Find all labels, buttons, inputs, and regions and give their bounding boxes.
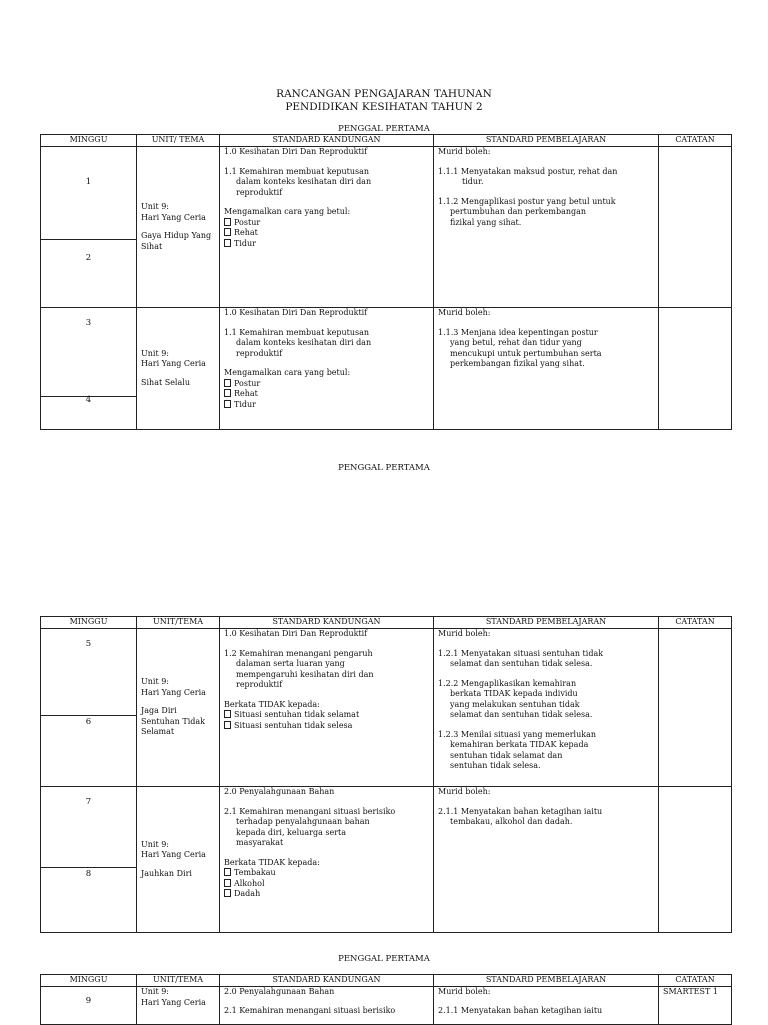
sk-item: 1.1 Kemahiran membuat keputusan [224, 327, 370, 337]
week-cell [41, 787, 137, 933]
week-number: 4 [85, 395, 92, 405]
sp-item: 1.2.3 Menilai situasi yang memerlukan [438, 729, 597, 739]
sk-list-item: Rehat [224, 389, 429, 400]
checkbox-icon [224, 379, 231, 387]
col-header-sp: STANDARD PEMBELAJARAN [434, 975, 659, 987]
week-cell [41, 629, 137, 787]
week-number: 3 [85, 318, 92, 328]
sp-item-cont: sentuhan tidak selamat dan [450, 750, 563, 760]
sp-item-cont: kemahiran berkata TIDAK kepada [450, 740, 589, 749]
checkbox-icon [224, 228, 231, 236]
standard-pembelajaran-cell [434, 147, 659, 308]
sp-item-cont: mencukupi untuk pertumbuhan serta [450, 348, 602, 358]
unit-name: Hari Yang Ceria [141, 687, 206, 697]
sp-item-cont: tembakau, alkohol dan dadah. [450, 817, 573, 826]
sk-list-item: Alkohol [224, 879, 429, 890]
sk-practice: Berkata TIDAK kepada: [224, 857, 320, 867]
week-number: 7 [85, 797, 92, 807]
unit-number: Unit 9: [141, 839, 169, 849]
sp-item: 2.1.1 Menyatakan bahan ketagihan iaitu [438, 1005, 603, 1015]
sp-item: 1.2.2 Mengaplikasikan kemahiran [438, 678, 577, 688]
sp-heading: Murid boleh: [438, 787, 491, 796]
plan-table-1 [40, 134, 732, 430]
sp-item-cont: yang melakukan sentuhan tidak [450, 699, 580, 709]
col-header-catatan: CATATAN [659, 975, 732, 987]
sp-heading: Murid boleh: [438, 308, 491, 317]
checkbox-icon [224, 239, 231, 247]
col-header-unit: UNIT/ TEMA [137, 135, 220, 147]
unit-cell [137, 987, 220, 1025]
week-number: 2 [85, 253, 92, 263]
sk-item-cont: reproduktif [236, 348, 283, 358]
standard-pembelajaran-cell [434, 629, 659, 787]
checkbox-icon [224, 218, 231, 226]
theme-name: Gaya Hidup Yang [141, 231, 212, 240]
sk-title: 2.0 Penyalahgunaan Bahan [224, 987, 335, 996]
sk-title: 1.0 Kesihatan Diri Dan Reproduktif [224, 147, 368, 156]
standard-kandungan-cell [220, 987, 434, 1025]
sp-item: 2.1.1 Menyatakan bahan ketagihan iaitu [438, 806, 603, 816]
catatan-cell [659, 308, 732, 430]
sp-heading: Murid boleh: [438, 147, 491, 156]
sk-list-item: Rehat [224, 228, 429, 239]
section-heading-1: PENGGAL PERTAMA [338, 124, 430, 134]
checkbox-icon [224, 400, 231, 408]
catatan-cell [659, 787, 732, 933]
section-heading-3: PENGGAL PERTAMA [338, 954, 430, 964]
sp-item: 1.1.1 Menyatakan maksud postur, rehat dan [438, 166, 618, 176]
sk-list-item: Situasi sentuhan tidak selamat [224, 710, 429, 721]
section-heading-2: PENGGAL PERTAMA [338, 463, 430, 473]
col-header-minggu: MINGGU [41, 617, 137, 629]
sp-item-cont: selamat dan sentuhan tidak selesa. [450, 659, 593, 668]
sp-item-cont: yang betul, rehat dan tidur yang [450, 338, 582, 347]
unit-number: Unit 9: [141, 677, 169, 687]
table-row [41, 629, 732, 787]
week-cell [41, 147, 137, 308]
unit-name: Hari Yang Ceria [141, 997, 206, 1007]
unit-number: Unit 9: [141, 348, 169, 358]
col-header-sp: STANDARD PEMBELAJARAN [434, 135, 659, 147]
unit-name: Hari Yang Ceria [141, 850, 206, 860]
sk-title: 1.0 Kesihatan Diri Dan Reproduktif [224, 629, 368, 638]
sp-item-cont: selamat dan sentuhan tidak selesa. [450, 710, 593, 719]
theme-name: Jauhkan Diri [141, 868, 192, 878]
theme-name-cont: Selamat [141, 727, 175, 737]
sk-list-item: Tembakau [224, 868, 429, 879]
unit-name: Hari Yang Ceria [141, 212, 206, 222]
week-divider [41, 239, 136, 240]
sk-practice: Mengamalkan cara yang betul: [224, 368, 351, 377]
sp-heading: Murid boleh: [438, 629, 491, 638]
sk-item: 1.1 Kemahiran membuat keputusan [224, 166, 370, 176]
sk-item: 2.1 Kemahiran menangani situasi berisiko [224, 1005, 396, 1015]
checkbox-icon [224, 389, 231, 397]
sk-list-item: Dadah [224, 889, 429, 900]
standard-kandungan-cell [220, 147, 434, 308]
sk-practice: Berkata TIDAK kepada: [224, 699, 320, 709]
week-number: 1 [85, 177, 92, 187]
col-header-minggu: MINGGU [41, 135, 137, 147]
standard-kandungan-cell [220, 629, 434, 787]
checkbox-icon [224, 710, 231, 718]
sk-item-cont: dalaman serta luaran yang [236, 659, 345, 668]
sk-list-item: Postur [224, 218, 429, 229]
unit-cell [137, 629, 220, 787]
doc-title-line2: PENDIDIKAN KESIHATAN TAHUN 2 [285, 101, 483, 113]
col-header-minggu: MINGGU [41, 975, 137, 987]
sp-item-cont: tidur. [462, 177, 484, 186]
week-divider [41, 867, 136, 868]
sk-item: 2.1 Kemahiran menangani situasi berisiko [224, 806, 396, 816]
plan-table-2 [40, 616, 732, 933]
sk-item-cont: terhadap penyalahgunaan bahan [236, 817, 370, 826]
sk-item-cont: kepada diri, keluarga serta [236, 827, 347, 837]
sk-title: 1.0 Kesihatan Diri Dan Reproduktif [224, 308, 368, 317]
unit-cell [137, 147, 220, 308]
col-header-catatan: CATATAN [659, 135, 732, 147]
sp-item-cont: perkembangan fizikal yang sihat. [450, 359, 585, 368]
unit-cell [137, 787, 220, 933]
sk-list-item: Tidur [224, 239, 429, 250]
standard-pembelajaran-cell [434, 308, 659, 430]
week-cell [41, 308, 137, 430]
sk-item-cont: dalam konteks kesihatan diri dan [236, 177, 372, 186]
sk-list-item: Situasi sentuhan tidak selesa [224, 721, 429, 732]
catatan-cell [659, 629, 732, 787]
table-row [41, 308, 732, 430]
plan-table-3 [40, 974, 732, 1025]
standard-kandungan-cell [220, 308, 434, 430]
theme-name: Sihat Selalu [141, 377, 190, 387]
theme-name-cont: Sentuhan Tidak [141, 716, 205, 726]
checkbox-icon [224, 889, 231, 897]
sk-item-cont: reproduktif [236, 680, 283, 689]
col-header-unit: UNIT/TEMA [137, 975, 220, 987]
table-row [41, 147, 732, 308]
sp-heading: Murid boleh: [438, 987, 491, 996]
week-number: 5 [85, 639, 92, 649]
standard-pembelajaran-cell [434, 987, 659, 1025]
sp-item: 1.2.1 Menyatakan situasi sentuhan tidak [438, 648, 604, 658]
unit-cell [137, 308, 220, 430]
table-row [41, 987, 732, 1025]
doc-title-line1: RANCANGAN PENGAJARAN TAHUNAN [276, 88, 492, 100]
sk-list-item: Tidur [224, 400, 429, 411]
sp-item-cont: berkata TIDAK kepada individu [450, 689, 578, 698]
col-header-sk: STANDARD KANDUNGAN [220, 135, 434, 147]
sp-item-cont: fizikal yang sihat. [450, 217, 522, 227]
col-header-sk: STANDARD KANDUNGAN [220, 617, 434, 629]
checkbox-icon [224, 721, 231, 729]
sk-item-cont: mempengaruhi kesihatan diri dan [236, 669, 374, 679]
unit-name: Hari Yang Ceria [141, 359, 206, 369]
sk-item-cont: masyarakat [236, 838, 284, 847]
sp-item-cont: sentuhan tidak selesa. [450, 761, 541, 770]
sk-title: 2.0 Penyalahgunaan Bahan [224, 787, 335, 796]
week-cell [41, 987, 137, 1025]
sk-item-cont: dalam konteks kesihatan diri dan [236, 338, 372, 347]
week-divider [41, 715, 136, 716]
sk-list-item: Postur [224, 379, 429, 390]
sp-item: 1.1.2 Mengaplikasi postur yang betul untuk [438, 196, 616, 206]
col-header-sp: STANDARD PEMBELAJARAN [434, 617, 659, 629]
sp-item: 1.1.3 Menjana idea kepentingan postur [438, 327, 598, 337]
unit-number: Unit 9: [141, 987, 169, 996]
checkbox-icon [224, 879, 231, 887]
unit-number: Unit 9: [141, 202, 169, 211]
sk-practice: Mengamalkan cara yang betul: [224, 207, 351, 216]
week-number: 8 [85, 869, 92, 879]
catatan-cell [659, 987, 732, 1025]
catatan-note: SMARTEST 1 [663, 987, 718, 996]
theme-name-cont: Sihat [141, 241, 163, 251]
col-header-catatan: CATATAN [659, 617, 732, 629]
sk-item-cont: reproduktif [236, 187, 283, 197]
standard-pembelajaran-cell [434, 787, 659, 933]
week-number: 6 [85, 717, 92, 727]
sp-item-cont: pertumbuhan dan perkembangan [450, 207, 587, 216]
checkbox-icon [224, 868, 231, 876]
week-number: 9 [85, 996, 92, 1006]
sk-item: 1.2 Kemahiran menangani pengaruh [224, 648, 373, 658]
col-header-unit: UNIT/TEMA [137, 617, 220, 629]
catatan-cell [659, 147, 732, 308]
theme-name: Jaga Diri [141, 706, 177, 716]
table-row [41, 787, 732, 933]
col-header-sk: STANDARD KANDUNGAN [220, 975, 434, 987]
standard-kandungan-cell [220, 787, 434, 933]
